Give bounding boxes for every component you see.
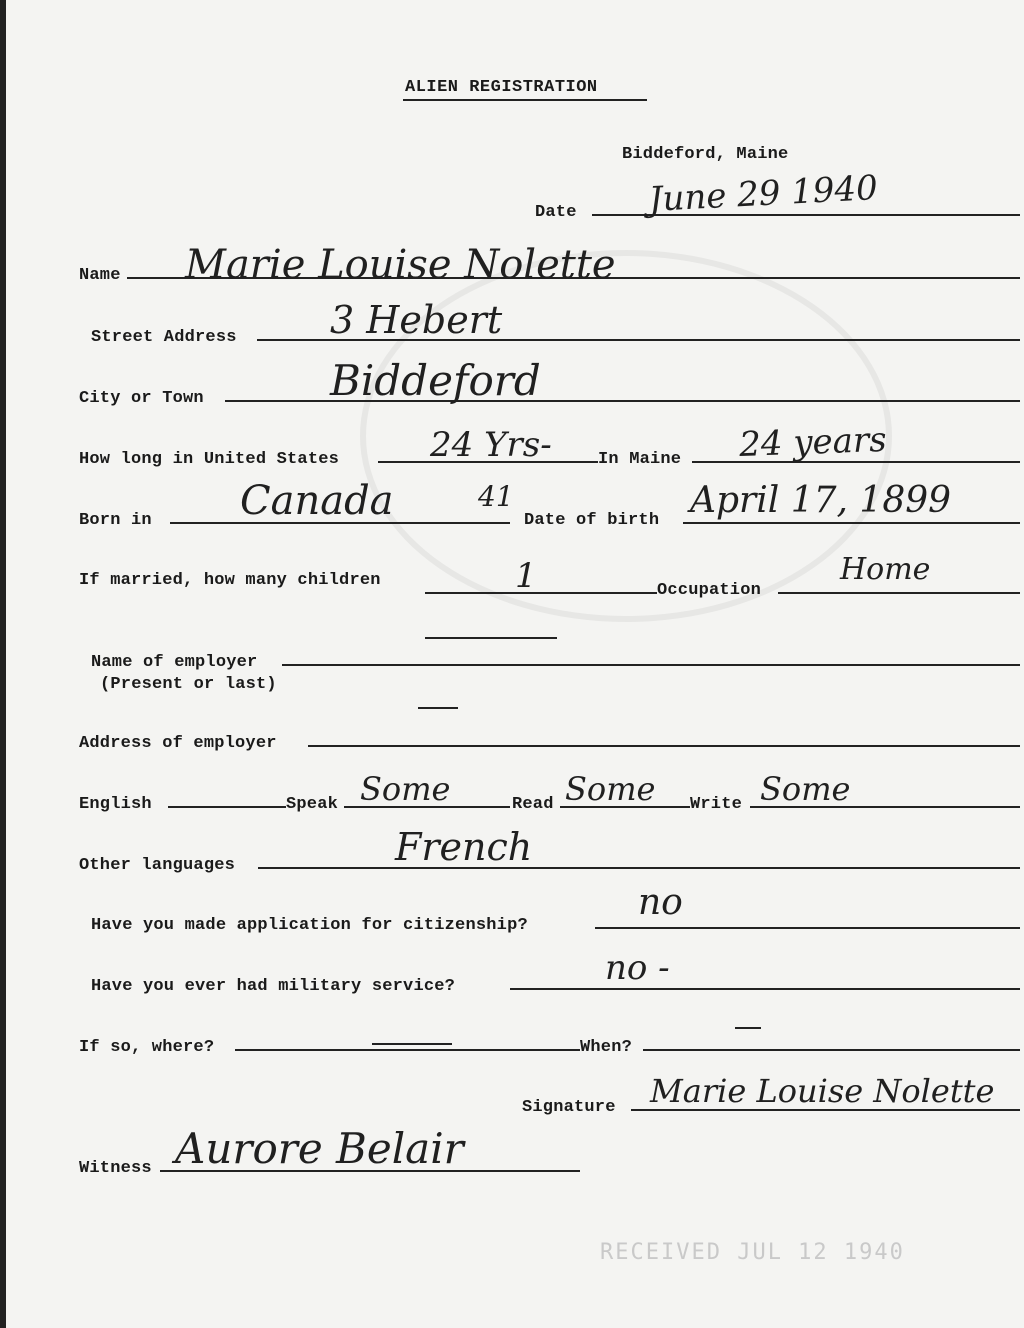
occupation-entry: Home bbox=[840, 552, 931, 587]
city-entry: Biddeford bbox=[330, 356, 541, 405]
born-in-entry: Canada bbox=[240, 478, 394, 524]
write-entry: Some bbox=[760, 770, 851, 808]
blank-dash-1 bbox=[425, 637, 557, 639]
speak-label: Speak bbox=[286, 795, 339, 814]
read-label: Read bbox=[512, 795, 554, 814]
witness-label: Witness bbox=[79, 1159, 152, 1178]
date-entry: June 29 1940 bbox=[647, 168, 879, 220]
scan-edge bbox=[0, 0, 6, 1328]
occupation-line bbox=[778, 592, 1020, 594]
received-stamp: RECEIVED JUL 12 1940 bbox=[600, 1240, 905, 1265]
witness-entry: Aurore Belair bbox=[175, 1124, 464, 1173]
children-entry: 1 bbox=[515, 556, 537, 596]
other-lang-label: Other languages bbox=[79, 856, 236, 875]
city-label: City or Town bbox=[79, 389, 204, 408]
citizenship-line bbox=[595, 927, 1020, 929]
where-label: If so, where? bbox=[79, 1038, 215, 1057]
form-title: ALIEN REGISTRATION bbox=[405, 78, 598, 97]
name-label: Name bbox=[79, 266, 121, 285]
employer-sub-label: (Present or last) bbox=[100, 675, 277, 694]
employer-address-label: Address of employer bbox=[79, 734, 277, 753]
when-line bbox=[643, 1049, 1020, 1051]
citizenship-label: Have you made application for citizenship? bbox=[91, 916, 528, 935]
employer-label: Name of employer bbox=[91, 653, 258, 672]
maine-years-entry: 24 years bbox=[738, 419, 888, 465]
street-entry: 3 Hebert bbox=[330, 298, 503, 342]
english-line bbox=[168, 806, 286, 808]
name-entry: Marie Louise Nolette bbox=[185, 242, 616, 288]
employer-address-line bbox=[308, 745, 1020, 747]
children-line bbox=[425, 592, 657, 594]
form-location: Biddeford, Maine bbox=[622, 145, 789, 164]
military-label: Have you ever had military service? bbox=[91, 977, 456, 996]
when-label: When? bbox=[580, 1038, 633, 1057]
employer-line bbox=[282, 664, 1020, 666]
born-in-label: Born in bbox=[79, 511, 152, 530]
street-label: Street Address bbox=[91, 328, 237, 347]
signature-label: Signature bbox=[522, 1098, 616, 1117]
how-long-label: How long in United States bbox=[79, 450, 340, 469]
blank-dash-4 bbox=[372, 1043, 452, 1045]
in-maine-label: In Maine bbox=[598, 450, 682, 469]
blank-dash-2 bbox=[418, 707, 458, 709]
military-entry: no - bbox=[605, 948, 670, 988]
other-lang-entry: French bbox=[395, 825, 533, 869]
signature-entry: Marie Louise Nolette bbox=[650, 1072, 995, 1110]
blank-dash-3 bbox=[735, 1027, 761, 1029]
dob-label: Date of birth bbox=[524, 511, 660, 530]
dob-entry: April 17, 1899 bbox=[690, 480, 952, 521]
age-entry: 41 bbox=[478, 480, 514, 513]
where-line bbox=[235, 1049, 580, 1051]
us-years-entry: 24 Yrs- bbox=[430, 425, 552, 465]
read-entry: Some bbox=[565, 770, 656, 808]
married-label: If married, how many children bbox=[79, 571, 381, 590]
other-lang-line bbox=[258, 867, 1020, 869]
military-line bbox=[510, 988, 1020, 990]
date-label: Date bbox=[535, 203, 577, 222]
dob-line bbox=[683, 522, 1020, 524]
english-label: English bbox=[79, 795, 152, 814]
title-underline bbox=[403, 99, 647, 101]
citizenship-entry: no bbox=[638, 882, 683, 923]
speak-entry: Some bbox=[360, 770, 451, 808]
write-label: Write bbox=[690, 795, 743, 814]
occupation-label: Occupation bbox=[657, 581, 762, 600]
